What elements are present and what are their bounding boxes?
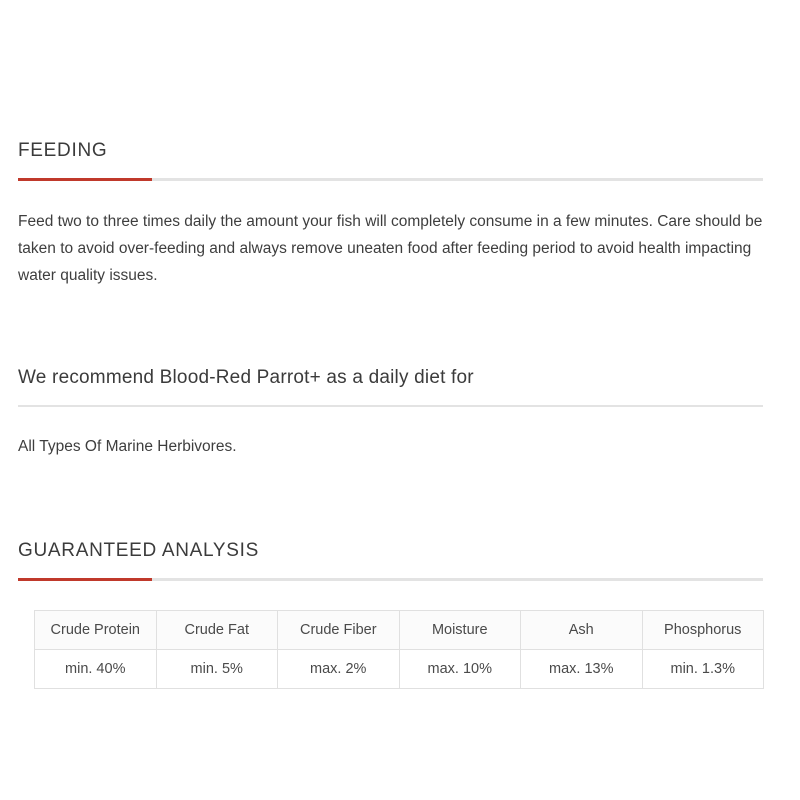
- feeding-heading: FEEDING: [18, 140, 108, 161]
- feeding-divider: [18, 178, 763, 181]
- recommendation-heading: We recommend Blood-Red Parrot+ as a daily diet for: [18, 367, 474, 388]
- feeding-section: [18, 0, 782, 289]
- table-cell: max. 13%: [521, 650, 643, 689]
- table-header-cell: Ash: [521, 611, 643, 650]
- table-cell: min. 40%: [35, 650, 157, 689]
- table-cell: min. 5%: [156, 650, 278, 689]
- guaranteed-analysis-section: [18, 540, 782, 689]
- feeding-text: Feed two to three times daily the amount your fish will completely consume in a few minutes. Care should be taken to avoid over-feeding and always remove uneaten food after feeding period to avoid health impacting water quality issues.: [18, 213, 763, 284]
- table-cell: max. 2%: [278, 650, 400, 689]
- table-cell: min. 1.3%: [642, 650, 764, 689]
- table-header-cell: Moisture: [399, 611, 521, 650]
- table-header-cell: Crude Protein: [35, 611, 157, 650]
- table-header-cell: Phosphorus: [642, 611, 764, 650]
- recommendation-section: [18, 367, 782, 460]
- analysis-divider: [18, 578, 763, 581]
- table-header-row: [35, 611, 764, 650]
- feeding-divider-accent: [18, 178, 152, 181]
- table-header-cell: Crude Fat: [156, 611, 278, 650]
- recommendation-text: All Types Of Marine Herbivores.: [18, 438, 237, 455]
- guaranteed-analysis-heading: GUARANTEED ANALYSIS: [18, 540, 260, 561]
- table-header-cell: Crude Fiber: [278, 611, 400, 650]
- recommendation-divider: [18, 405, 763, 407]
- analysis-divider-accent: [18, 578, 152, 581]
- table-cell: max. 10%: [399, 650, 521, 689]
- guaranteed-analysis-table: [34, 610, 764, 689]
- table-row: [35, 650, 764, 689]
